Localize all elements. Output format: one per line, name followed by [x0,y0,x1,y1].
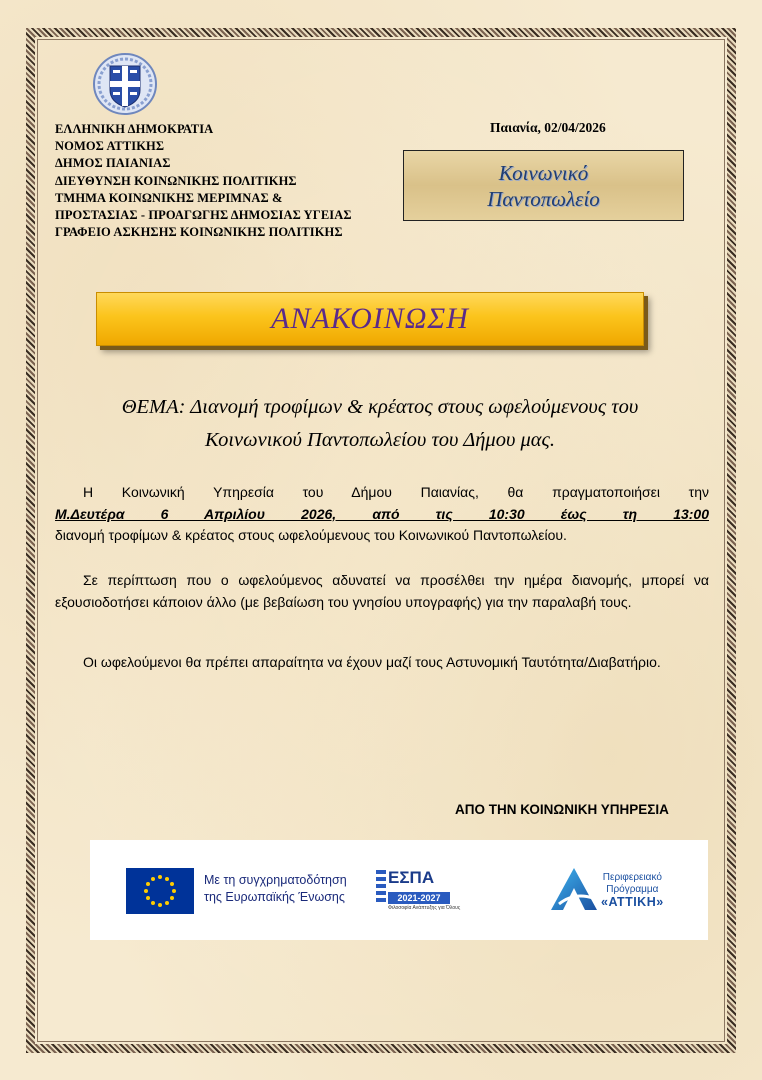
eu-text-line: της Ευρωπαϊκής Ένωσης [204,890,345,904]
paragraph-schedule [55,482,709,547]
espa-tagline: Φιλοσοφία Ανάπτυξης για Όλους [388,905,461,911]
issuer-block [55,121,415,241]
attiki-program-text [601,872,664,908]
stamp-line: Κοινωνικό [498,160,589,185]
document-date: Παιανία, 02/04/2026 [490,120,606,135]
issuer-line: ΓΡΑΦΕΙΟ ΑΣΚΗΣΗΣ ΚΟΙΝΩΝΙΚΗΣ ΠΟΛΙΤΙΚΗΣ [55,225,343,240]
issuer-line: ΠΡΟΣΤΑΣΙΑΣ - ΠΡΟΑΓΩΓΗΣ ΔΗΜΟΣΙΑΣ ΥΓΕΙΑΣ [55,208,352,223]
paragraph-text: Σε περίπτωση που ο ωφελούμενος αδυνατεί να προσέλθει την ημέρα διανομής, μπορεί να εξουσιοδοτήσει κάποιον άλλο (με βεβαίωση του γνησίου υπογραφής) για την παραλαβή τους. [55,572,709,610]
paragraph-text: Οι ωφελούμενοι θα πρέπει απαραίτητα να έχουν μαζί τους Αστυνομική Ταυτότητα/Διαβατήριο. [83,654,661,670]
espa-title: ΕΣΠΑ [388,868,435,887]
issuer-line: ΔΙΕΥΘΥΝΣΗ ΚΟΙΝΩΝΙΚΗΣ ΠΟΛΙΤΙΚΗΣ [55,173,297,188]
stamp-line: Παντοπωλείο [487,186,600,211]
program-line: Πρόγραμμα [606,884,659,895]
distribution-date-highlight: Μ.Δευτέρα 6 Απριλίου 2026, από τις 10:30 έως τη 13:00 [55,505,709,522]
espa-stripes-icon [376,870,388,904]
paragraph-text: Η Κοινωνική Υπηρεσία του Δήμου Παιανίας, θα πραγματοποιήσει την [83,484,709,500]
issuer-line: ΔΗΜΟΣ ΠΑΙΑΝΙΑΣ [55,156,171,171]
espa-logo [378,868,461,914]
issuer-line: ΤΜΗΜΑ ΚΟΙΝΩΝΙΚΗΣ ΜΕΡΙΜΝΑΣ & [55,190,283,205]
issuer-line: ΝΟΜΟΣ ΑΤΤΙΚΗΣ [55,139,165,154]
paragraph-identification [55,652,709,674]
subject-line: Κοινωνικού Παντοπωλείου του Δήμου μας. [205,429,555,451]
social-grocery-label [403,150,684,221]
paragraph-authorization [55,570,709,613]
program-name: «ΑΤΤΙΚΗ» [601,895,664,909]
subject-line: ΘΕΜΑ: Διανομή τροφίμων & κρέατος στους ωφελούμενους του [121,396,639,418]
announcement-banner [96,292,644,346]
subject-heading [70,391,690,457]
signature: ΑΠΟ ΤΗΝ ΚΟΙΝΩΝΙΚΗ ΥΠΗΡΕΣΙΑ [455,802,669,817]
announcement-title: ΑΝΑΚΟΙΝΩΣΗ [271,302,469,335]
eu-flag-icon [126,868,194,914]
paragraph-text: διανομή τροφίμων & κρέατος στους ωφελούμενους του Κοινωνικού Παντοπωλείου. [55,527,567,543]
program-line: Περιφερειακό [602,872,662,883]
eu-cofunding-text [204,872,347,906]
eu-text-line: Με τη συγχρηματοδότηση [204,873,347,887]
attiki-program-logo-icon [545,864,603,916]
issuer-line: ΕΛΛΗΝΙΚΗ ΔΗΜΟΚΡΑΤΙΑ [55,122,214,136]
greek-coat-of-arms-icon [92,52,158,116]
funding-logos-strip [90,840,708,940]
espa-years: 2021-2027 [388,892,450,904]
